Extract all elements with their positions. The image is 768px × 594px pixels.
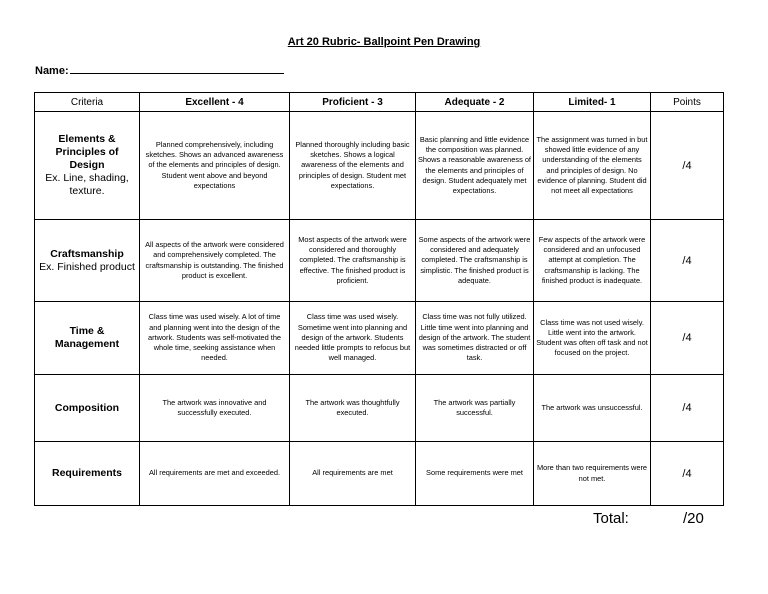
descriptor-cell: Few aspects of the artwork were considered and an unfocused attempt at completion. The craftsmanship is lacking. The finished product is inadequate. xyxy=(534,220,651,302)
descriptor-cell: All aspects of the artwork were considered and comprehensively completed. The craftsmanship is outstanding. The finished product is excellent. xyxy=(140,220,290,302)
descriptor-cell: All requirements are met xyxy=(290,442,416,506)
level-header-proficient: Proficient - 3 xyxy=(290,93,416,112)
points-cell: /4 xyxy=(651,442,724,506)
table-row xyxy=(35,442,724,506)
descriptor-cell: All requirements are met and exceeded. xyxy=(140,442,290,506)
name-blank-line xyxy=(70,64,284,74)
points-cell: /4 xyxy=(651,220,724,302)
criterion-name: Composition xyxy=(54,401,120,414)
descriptor-cell: Basic planning and little evidence the composition was planned. Shows a reasonable awareness of the elements and principles of design. Student adequately met expectations. xyxy=(416,112,534,220)
criteria-header: Criteria xyxy=(35,93,140,112)
criterion-name: Elements & Principles of Design xyxy=(55,133,119,171)
descriptor-cell: Class time was not fully utilized. Little time went into planning and design of the artwork. The student was sometimes distracted or off task. xyxy=(416,302,534,375)
level-header-excellent: Excellent - 4 xyxy=(140,93,290,112)
table-row xyxy=(35,112,724,220)
criterion-name: Craftsmanship xyxy=(50,247,124,260)
name-label: Name: xyxy=(35,65,69,77)
descriptor-cell: The assignment was turned in but showed little evidence of any understanding of the elements and principles of design. No evidence of planning. Student did not meet all expectations xyxy=(534,112,651,220)
descriptor-cell: The artwork was innovative and successfully executed. xyxy=(140,375,290,442)
descriptor-cell: Some aspects of the artwork were considered and adequately completed. The craftsmanship is simplistic. The finished product is adequate. xyxy=(416,220,534,302)
points-header: Points xyxy=(651,93,724,112)
table-row xyxy=(35,220,724,302)
criterion-cell xyxy=(35,220,140,302)
descriptor-cell: Planned thoroughly including basic sketches. Shows a logical awareness of the elements and principles of design. Student met expectations. xyxy=(290,112,416,220)
descriptor-cell: The artwork was unsuccessful. xyxy=(534,375,651,442)
descriptor-cell: Class time was not used wisely. Little went into the artwork. Student was often off task and not focused on the project. xyxy=(534,302,651,375)
criterion-example: Ex. Finished product xyxy=(39,260,135,273)
points-cell: /4 xyxy=(651,112,724,220)
total-label: Total: xyxy=(593,510,629,527)
criterion-example: Ex. Line, shading, texture. xyxy=(45,172,129,197)
header-row xyxy=(35,93,724,112)
name-field xyxy=(35,64,284,77)
total-value: /20 xyxy=(683,510,704,527)
criterion-name: Requirements xyxy=(51,467,123,479)
level-header-limited: Limited- 1 xyxy=(534,93,651,112)
table-row xyxy=(35,375,724,442)
points-cell: /4 xyxy=(651,375,724,442)
descriptor-cell: Some requirements were met xyxy=(416,442,534,506)
table-row xyxy=(35,302,724,375)
criterion-name: Time & Management xyxy=(54,325,120,350)
descriptor-cell: The artwork was thoughtfully executed. xyxy=(290,375,416,442)
rubric-table xyxy=(34,92,724,506)
criterion-cell xyxy=(35,375,140,442)
descriptor-cell: The artwork was partially successful. xyxy=(416,375,534,442)
descriptor-cell: Class time was used wisely. A lot of time and planning went into the design of the artwork. Students was self-motivated the whole time, seeking assistance when needed. xyxy=(140,302,290,375)
criterion-cell xyxy=(35,302,140,375)
rubric-title: Art 20 Rubric- Ballpoint Pen Drawing xyxy=(287,36,481,48)
points-cell: /4 xyxy=(651,302,724,375)
criterion-cell xyxy=(35,442,140,506)
descriptor-cell: More than two requirements were not met. xyxy=(534,442,651,506)
descriptor-cell: Planned comprehensively, including sketches. Shows an advanced awareness of the elements and principles of design. Student went above and beyond expectations xyxy=(140,112,290,220)
descriptor-cell: Class time was used wisely. Sometime went into planning and design of the artwork. Students needed little prompts to refocus but well managed. xyxy=(290,302,416,375)
descriptor-cell: Most aspects of the artwork were considered and thoroughly completed. The craftsmanship is effective. The finished product is proficient. xyxy=(290,220,416,302)
level-header-adequate: Adequate - 2 xyxy=(416,93,534,112)
criterion-cell xyxy=(35,112,140,220)
